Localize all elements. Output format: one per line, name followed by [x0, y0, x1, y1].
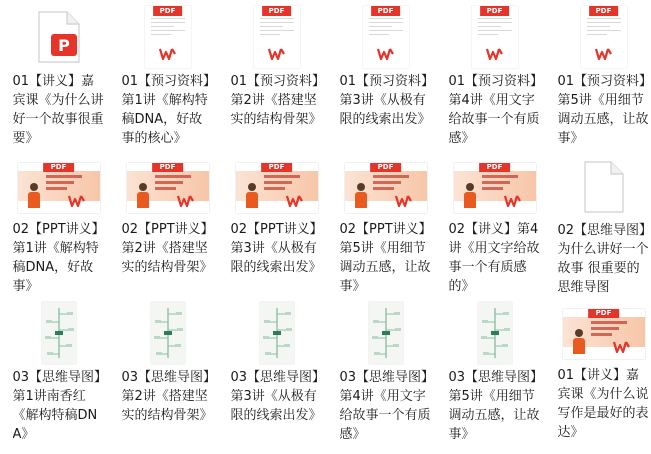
file-name: 02【PPT讲义】第5讲《用细节调动五感，让故事》: [339, 222, 431, 294]
file-name: 02【PPT讲义】第1讲《解构特稿DNA，好故事》: [12, 222, 99, 294]
file-item[interactable]: [4, 296, 113, 454]
wps-logo-icon: [268, 48, 286, 60]
wps-logo-icon: [395, 195, 413, 207]
wps-logo-icon: [177, 195, 195, 207]
wps-logo-icon: [286, 195, 304, 207]
ppt-slide-thumbnail: [236, 163, 318, 213]
file-thumbnail: [28, 6, 90, 68]
file-thumbnail: [573, 156, 635, 217]
file-name: 03【思维导图】第2讲《搭建坚实的结构骨架》: [121, 370, 213, 423]
file-name: 01【预习资料】第3讲《从极有限的线索出发》: [339, 74, 431, 127]
wps-logo-icon: [159, 48, 177, 60]
pdf-badge: PDF: [153, 6, 183, 16]
speaker-photo: [573, 329, 585, 355]
file-thumbnail: [246, 6, 308, 68]
pdf-badge: PDF: [261, 163, 293, 172]
file-name: 02【讲义】第4讲《用文字给故事一个有质感的》: [448, 222, 540, 294]
wps-logo-icon: [486, 48, 504, 60]
file-thumbnail: [464, 302, 526, 364]
speaker-photo: [137, 183, 149, 209]
file-item[interactable]: [222, 296, 331, 454]
blank-file-icon: [583, 160, 625, 214]
file-item[interactable]: [113, 296, 222, 454]
file-thumbnail: [28, 302, 90, 364]
ppt-slide-thumbnail: [127, 163, 209, 213]
file-thumbnail: [355, 302, 417, 364]
pdf-badge: PDF: [588, 309, 620, 318]
file-item[interactable]: [549, 150, 651, 296]
pdf-badge: PDF: [370, 163, 402, 172]
file-item[interactable]: [331, 150, 440, 296]
file-name: 02【PPT讲义】第2讲《搭建坚实的结构骨架》: [121, 222, 213, 275]
file-thumbnail: [355, 6, 417, 68]
file-item[interactable]: [222, 150, 331, 296]
mindmap-thumbnail: [42, 302, 76, 364]
file-thumbnail: [345, 160, 427, 216]
pdf-thumbnail: [363, 6, 409, 68]
file-item[interactable]: [4, 0, 113, 150]
pdf-badge: PDF: [371, 6, 401, 16]
file-thumbnail: [246, 302, 308, 364]
svg-text:P: P: [57, 36, 70, 55]
file-name: 02【PPT讲义】第3讲《从极有限的线索出发》: [230, 222, 322, 275]
speaker-photo: [355, 183, 367, 209]
pdf-thumbnail: [145, 6, 191, 68]
speaker-photo: [28, 183, 40, 209]
wps-logo-icon: [68, 195, 86, 207]
ppt-slide-thumbnail: [563, 309, 645, 359]
file-thumbnail: [464, 6, 526, 68]
mindmap-thumbnail: [151, 302, 185, 364]
file-name: 01【讲义】嘉宾课《为什么讲好一个故事很重要》: [12, 74, 104, 146]
file-item[interactable]: [440, 150, 549, 296]
file-thumbnail: [127, 160, 209, 216]
ppt-slide-thumbnail: [454, 163, 536, 213]
ppt-slide-thumbnail: [345, 163, 427, 213]
speaker-photo: [246, 183, 258, 209]
file-item[interactable]: [331, 0, 440, 150]
file-name: 03【思维导图】第3讲《从极有限的线索出发》: [230, 370, 322, 423]
pdf-badge: PDF: [479, 163, 511, 172]
wps-logo-icon: [613, 341, 631, 353]
file-thumbnail: [573, 6, 635, 68]
file-item[interactable]: [331, 296, 440, 454]
file-item[interactable]: [222, 0, 331, 150]
file-thumbnail: [137, 302, 199, 364]
pdf-badge: PDF: [589, 6, 619, 16]
wps-logo-icon: [377, 48, 395, 60]
speaker-photo: [464, 183, 476, 209]
file-item[interactable]: [549, 0, 651, 150]
pdf-thumbnail: [254, 6, 300, 68]
file-thumbnail: [18, 160, 100, 216]
pdf-badge: PDF: [152, 163, 184, 172]
file-thumbnail: [454, 160, 536, 216]
file-item[interactable]: [113, 0, 222, 150]
file-item[interactable]: [549, 296, 651, 454]
file-name: 03【思维导图】第5讲《用细节调动五感，让故事》: [448, 370, 540, 442]
file-thumbnail: [236, 160, 318, 216]
file-thumbnail: [137, 6, 199, 68]
wps-logo-icon: [504, 195, 522, 207]
pdf-thumbnail: [472, 6, 518, 68]
file-item[interactable]: [440, 0, 549, 150]
pdf-badge: PDF: [43, 163, 75, 172]
file-name: 01【预习资料】第4讲《用文字给故事一个有质感》: [448, 74, 540, 146]
file-item[interactable]: [113, 150, 222, 296]
pdf-badge: PDF: [262, 6, 292, 16]
file-name: 01【预习资料】第5讲《用细节调动五感，让故事》: [557, 74, 649, 146]
mindmap-thumbnail: [478, 302, 512, 364]
file-item[interactable]: [4, 150, 113, 296]
pdf-badge: PDF: [480, 6, 510, 16]
file-name: 01【讲义】嘉宾课《为什么说写作是最好的表达》: [557, 368, 649, 440]
file-name: 01【预习资料】第2讲《搭建坚实的结构骨架》: [230, 74, 322, 127]
ppt-slide-thumbnail: [18, 163, 100, 213]
wps-logo-icon: [595, 48, 613, 60]
file-thumbnail: [563, 306, 645, 362]
ppt-file-icon: [37, 10, 81, 64]
file-item[interactable]: [440, 296, 549, 454]
file-name: 03【思维导图】第4讲《用文字给故事一个有质感》: [339, 370, 431, 442]
mindmap-thumbnail: [369, 302, 403, 364]
pdf-thumbnail: [581, 6, 627, 68]
file-name: 01【预习资料】第1讲《解构特稿DNA，好故事的核心》: [121, 74, 210, 146]
file-name: 02【思维导图】为什么讲好一个故事 很重要的思维导图: [557, 223, 649, 296]
file-name: 03【思维导图】第1讲南香红《解构特稿DNA》: [12, 370, 101, 442]
mindmap-thumbnail: [260, 302, 294, 364]
